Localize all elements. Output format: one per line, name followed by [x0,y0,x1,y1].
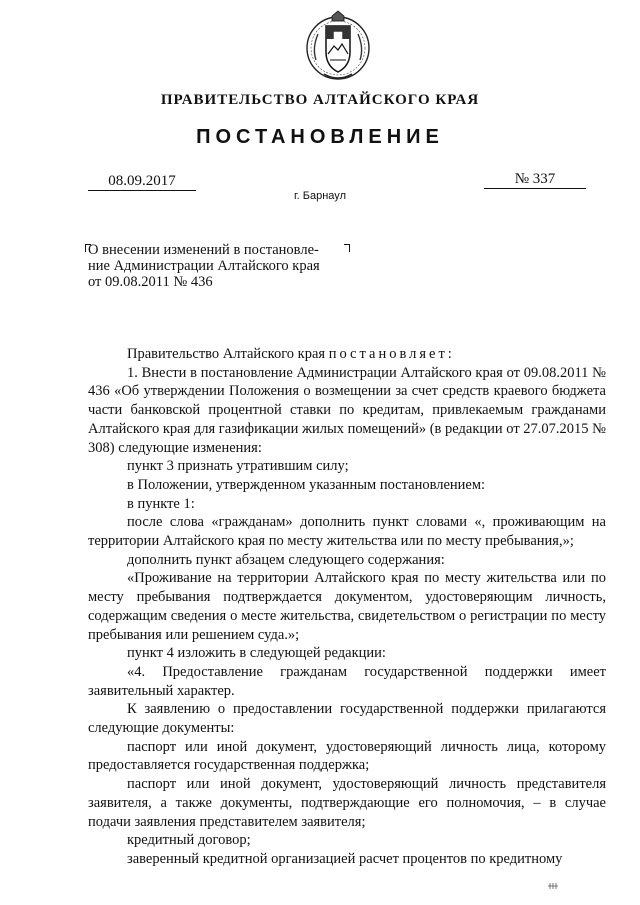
subject-bracket-right [344,244,350,252]
body-paragraph: пункт 3 признать утратившим силу; [127,458,349,475]
government-title: ПРАВИТЕЛЬСТВО АЛТАЙСКОГО КРАЯ [160,92,480,108]
preamble-paragraph [88,345,606,364]
altai-coat-of-arms-icon [304,8,372,84]
subject-line: от 09.08.2011 № 436 [88,274,213,290]
body-paragraph: «Проживание на территории Алтайского края по месту жительства или по месту пребывания подтверждается документом, удостоверяющим личность, содержащим сведения о месте жительства, свидетельством о регистрации по месту пребывания или решением суда.»; [88,570,606,643]
preamble-spaced-word: постановляет [328,346,448,362]
document-number: № 337 [484,170,586,189]
subject-line: ние Администрации Алтайского края [88,258,320,274]
document-body [88,345,606,869]
document-city: г. Барнаул [294,190,346,202]
scan-mark-icon [548,883,558,889]
body-paragraph: кредитный договор; [127,832,251,849]
preamble-text: Правительство Алтайского края [127,346,329,362]
subject-line: О внесении изменений в постановле- [88,242,319,258]
body-paragraph: паспорт или иной документ, удостоверяющий личность представителя заявителя, а также документы, подтверждающие его полномочия, – в случае подачи заявления представителем заявителя; [88,776,606,830]
document-subject [88,242,358,290]
body-paragraph: дополнить пункт абзацем следующего содержания: [127,551,445,568]
body-paragraph: паспорт или иной документ, удостоверяющий личность лица, которому предоставляется государственная поддержка; [88,738,606,774]
document-date: 08.09.2017 [88,172,196,191]
subject-bracket-left [85,244,91,252]
document-type-title: ПОСТАНОВЛЕНИЕ [196,126,444,148]
body-paragraph: 1. Внести в постановление Администрации Алтайского края от 09.08.2011 № 436 «Об утверждении Положения о возмещении за счет средств краевого бюджета части банковской процентной ставки по кредитам, привлекаемым гражданами Алтайского края для газификации жилых помещений» (в редакции от 27.07.2015 № 308) следующие изменения: [88,364,607,456]
body-paragraph: в Положении, утвержденном указанным постановлением: [127,476,486,493]
body-paragraph: заверенный кредитной организацией расчет процентов по кредитному [127,850,563,867]
body-paragraph: пункт 4 изложить в следующей редакции: [127,645,386,662]
body-paragraph: «4. Предоставление гражданам государственной поддержки имеет заявительный характер. [88,663,606,699]
body-paragraph: после слова «гражданам» дополнить пункт словами «, проживающим на территории Алтайского края по месту жительства или по месту пребывания,»; [88,514,606,550]
body-paragraph: К заявлению о предоставлении государственной поддержки прилагаются следующие документы: [88,701,606,737]
preamble-colon: : [447,346,452,362]
body-paragraph: в пункте 1: [127,495,195,512]
